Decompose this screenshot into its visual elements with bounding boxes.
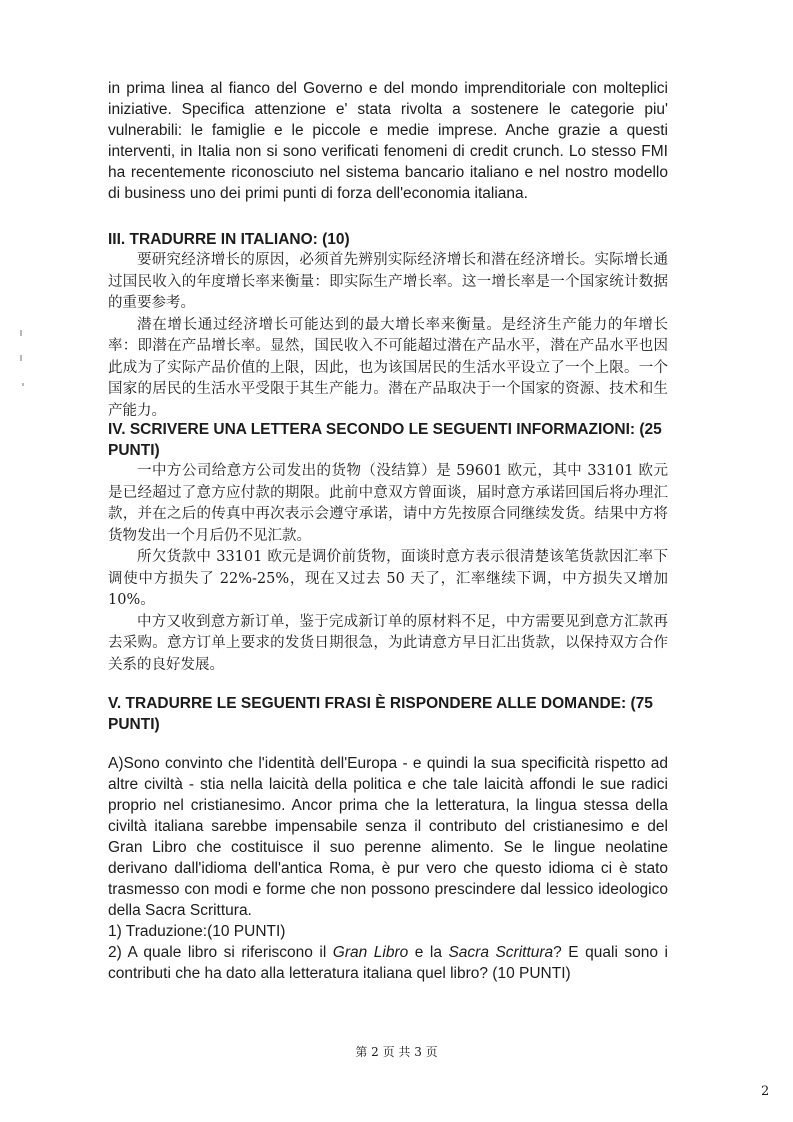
intro-text: in prima linea al fianco del Governo e del mondo imprenditoriale con molteplici iniziative. Specifica attenzione e' stata rivolta a sostenere le categorie piu' vulnerabili: le famiglie e le piccole e medie imprese. Anche grazie a questi interventi, in Italia non si sono verificati fenomeni di credit crunch. Lo stesso FMI ha recentemente riconosciuto nel sistema bancario italiano e nel nostro modello di business uno dei primi punti di forza dell'economia italiana. [108,80,668,202]
question-2-text-c: ? E quali sono i contributi che ha dato alla letteratura italiana quel libro? (10 PUNTI) [108,944,668,982]
section-4-paragraph-2: 所欠货款中 33101 欧元是调价前货物，面谈时意方表示很清楚该笔货款因汇率下调使中方损失了 22%-25%，现在又过去 50 天了，汇率继续下调，中方损失又增加 10%。 [108,549,668,608]
section-4-paragraph-1: 一中方公司给意方公司发出的货物（没结算）是 59601 欧元，其中 33101 欧元是已经超过了意方应付款的期限。此前中意双方曾面谈，届时意方承诺回国后将办理汇款，并在之后的传真中再次表示会遵守承诺，请中方先按原合同继续发货。结果中方将货物发出一个月后仍不见汇款。 [108,463,668,544]
question-1: 1) Traduzione:(10 PUNTI) [108,923,286,940]
section-3-paragraph-2: 潜在增长通过经济增长可能达到的最大增长率来衡量。是经济生产能力的年增长率：即潜在产品增长率。显然，国民收入不可能超过潜在产品水平，潜在产品水平也因此成为了实际产品价值的上限，因此，也为该国居民的生活水平设立了一个上限。一个国家的居民的生活水平受限于其生产能力。潜在产品取决于一个国家的资源、技术和生产能力。 [108,316,668,419]
section-5 [108,693,668,984]
question-2-gran-libro: Gran Libro [332,944,409,961]
scan-speck [20,330,22,336]
section-5-heading: V. TRADURRE LE SEGUENTI FRASI È RISPONDERE ALLE DOMANDE: (75 PUNTI) [108,695,653,733]
section-4-heading: IV. SCRIVERE UNA LETTERA SECONDO LE SEGUENTI INFORMAZIONI: (25 PUNTI) [108,421,662,459]
question-2 [108,942,668,984]
page-footer: 第 2 页 共 3 页 [355,1045,438,1059]
question-2-text-a: 2) A quale libro si riferiscono il [108,944,333,961]
section-4 [108,419,668,676]
scan-speck [22,383,24,386]
intro-paragraph [108,78,668,204]
section-4-paragraph-3: 中方又收到意方新订单，鉴于完成新订单的原材料不足，中方需要见到意方汇款再去采购。意方订单上要求的发货日期很急，为此请意方早日汇出货款，以保持双方合作关系的良好发展。 [108,613,668,673]
section-5-passage: A)Sono convinto che l'identità dell'Europa - e quindi la sua specificità rispetto ad altre civiltà - stia nella laicità della politica e che tale laicità affondi le sue radici proprio nel cristianesimo. Ancor prima che la letteratura, la lingua stessa della civiltà italiana sarebbe impensabile senza il contributo del cristianesimo e del Gran Libro che costituisce il suo perenne alimento. Se le lingue neolatine derivano dall'idioma dell'antica Roma, è pur vero che questo idioma ci è stato trasmesso con modi e forme che non possono prescindere dal lessico ideologico della Sacra Scrittura. [108,755,668,919]
section-3-paragraph-1: 要研究经济增长的原因，必须首先辨别实际经济增长和潜在经济增长。实际增长通过国民收入的年度增长率来衡量：即实际生产增长率。这一增长率是一个国家统计数据的重要参考。 [108,252,668,311]
section-3-heading: III. TRADURRE IN ITALIANO: (10) [108,231,350,248]
scan-speck [20,355,22,361]
question-2-text-b: e la [408,944,449,961]
section-3 [108,229,668,422]
question-2-sacra-scrittura: Sacra Scrittura [448,944,554,961]
page-number: 2 [761,1084,770,1099]
